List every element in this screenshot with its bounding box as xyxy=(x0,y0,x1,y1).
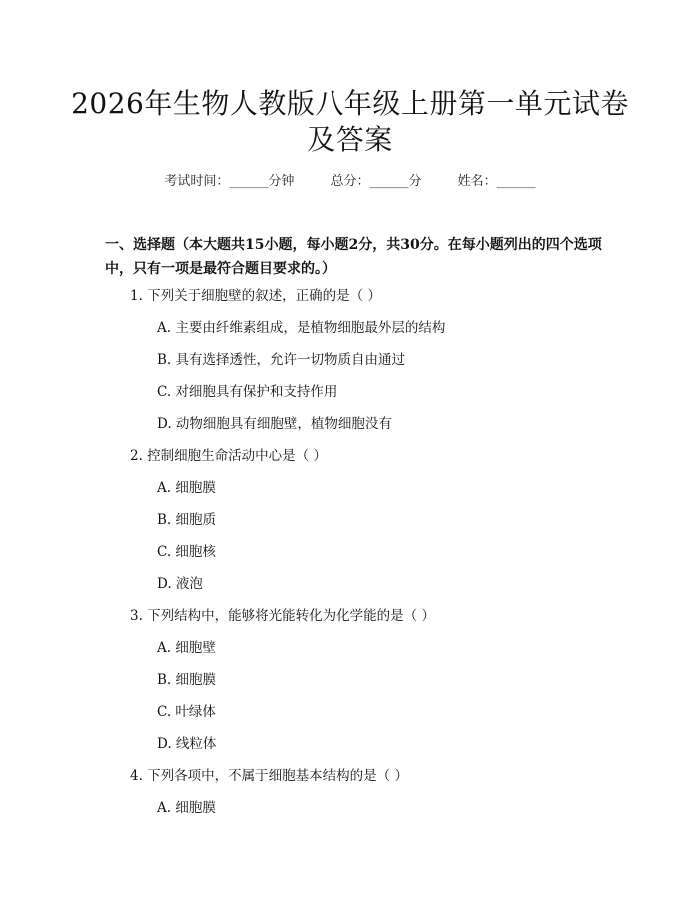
question-3-option-c: C. 叶绿体 xyxy=(157,704,216,720)
page-title-line-2: 及答案 xyxy=(307,123,393,156)
question-3-option-d: D. 线粒体 xyxy=(157,736,217,752)
question-1-option-a: A. 主要由纤维素组成，是植物细胞最外层的结构 xyxy=(157,320,446,336)
question-2-option-c: C. 细胞核 xyxy=(157,544,216,560)
question-1: 1. 下列关于细胞壁的叙述，正确的是（ ） xyxy=(130,288,381,304)
question-2-option-b: B. 细胞质 xyxy=(157,512,217,528)
question-3-option-a: A. 细胞壁 xyxy=(157,640,216,656)
question-3: 3. 下列结构中，能够将光能转化为化学能的是（ ） xyxy=(130,608,435,624)
question-2-option-a: A. 细胞膜 xyxy=(157,480,216,496)
question-1-option-c: C. 对细胞具有保护和支持作用 xyxy=(157,384,338,400)
exam-time-field: 考试时间：______分钟 xyxy=(164,174,295,189)
question-2: 2. 控制细胞生命活动中心是（ ） xyxy=(130,448,327,464)
question-4-option-a: A. 细胞膜 xyxy=(157,800,216,816)
page-title-line-1: 2026年生物人教版八年级上册第一单元试卷 xyxy=(71,87,629,120)
question-4: 4. 下列各项中，不属于细胞基本结构的是（ ） xyxy=(130,768,408,784)
section-heading: 一、选择题（本大题共15小题，每小题2分，共30分。在每小题列出的四个选项中，只有一项是最符合题目要求的。） xyxy=(105,237,602,277)
total-score-field: 总分：______分 xyxy=(330,174,422,189)
exam-meta xyxy=(0,170,700,189)
question-1-option-b: B. 具有选择透性，允许一切物质自由通过 xyxy=(157,352,406,368)
question-1-option-d: D. 动物细胞具有细胞壁，植物细胞没有 xyxy=(157,416,392,432)
question-3-option-b: B. 细胞膜 xyxy=(157,672,217,688)
student-name-field: 姓名：______ xyxy=(457,174,536,189)
question-2-option-d: D. 液泡 xyxy=(157,576,203,592)
